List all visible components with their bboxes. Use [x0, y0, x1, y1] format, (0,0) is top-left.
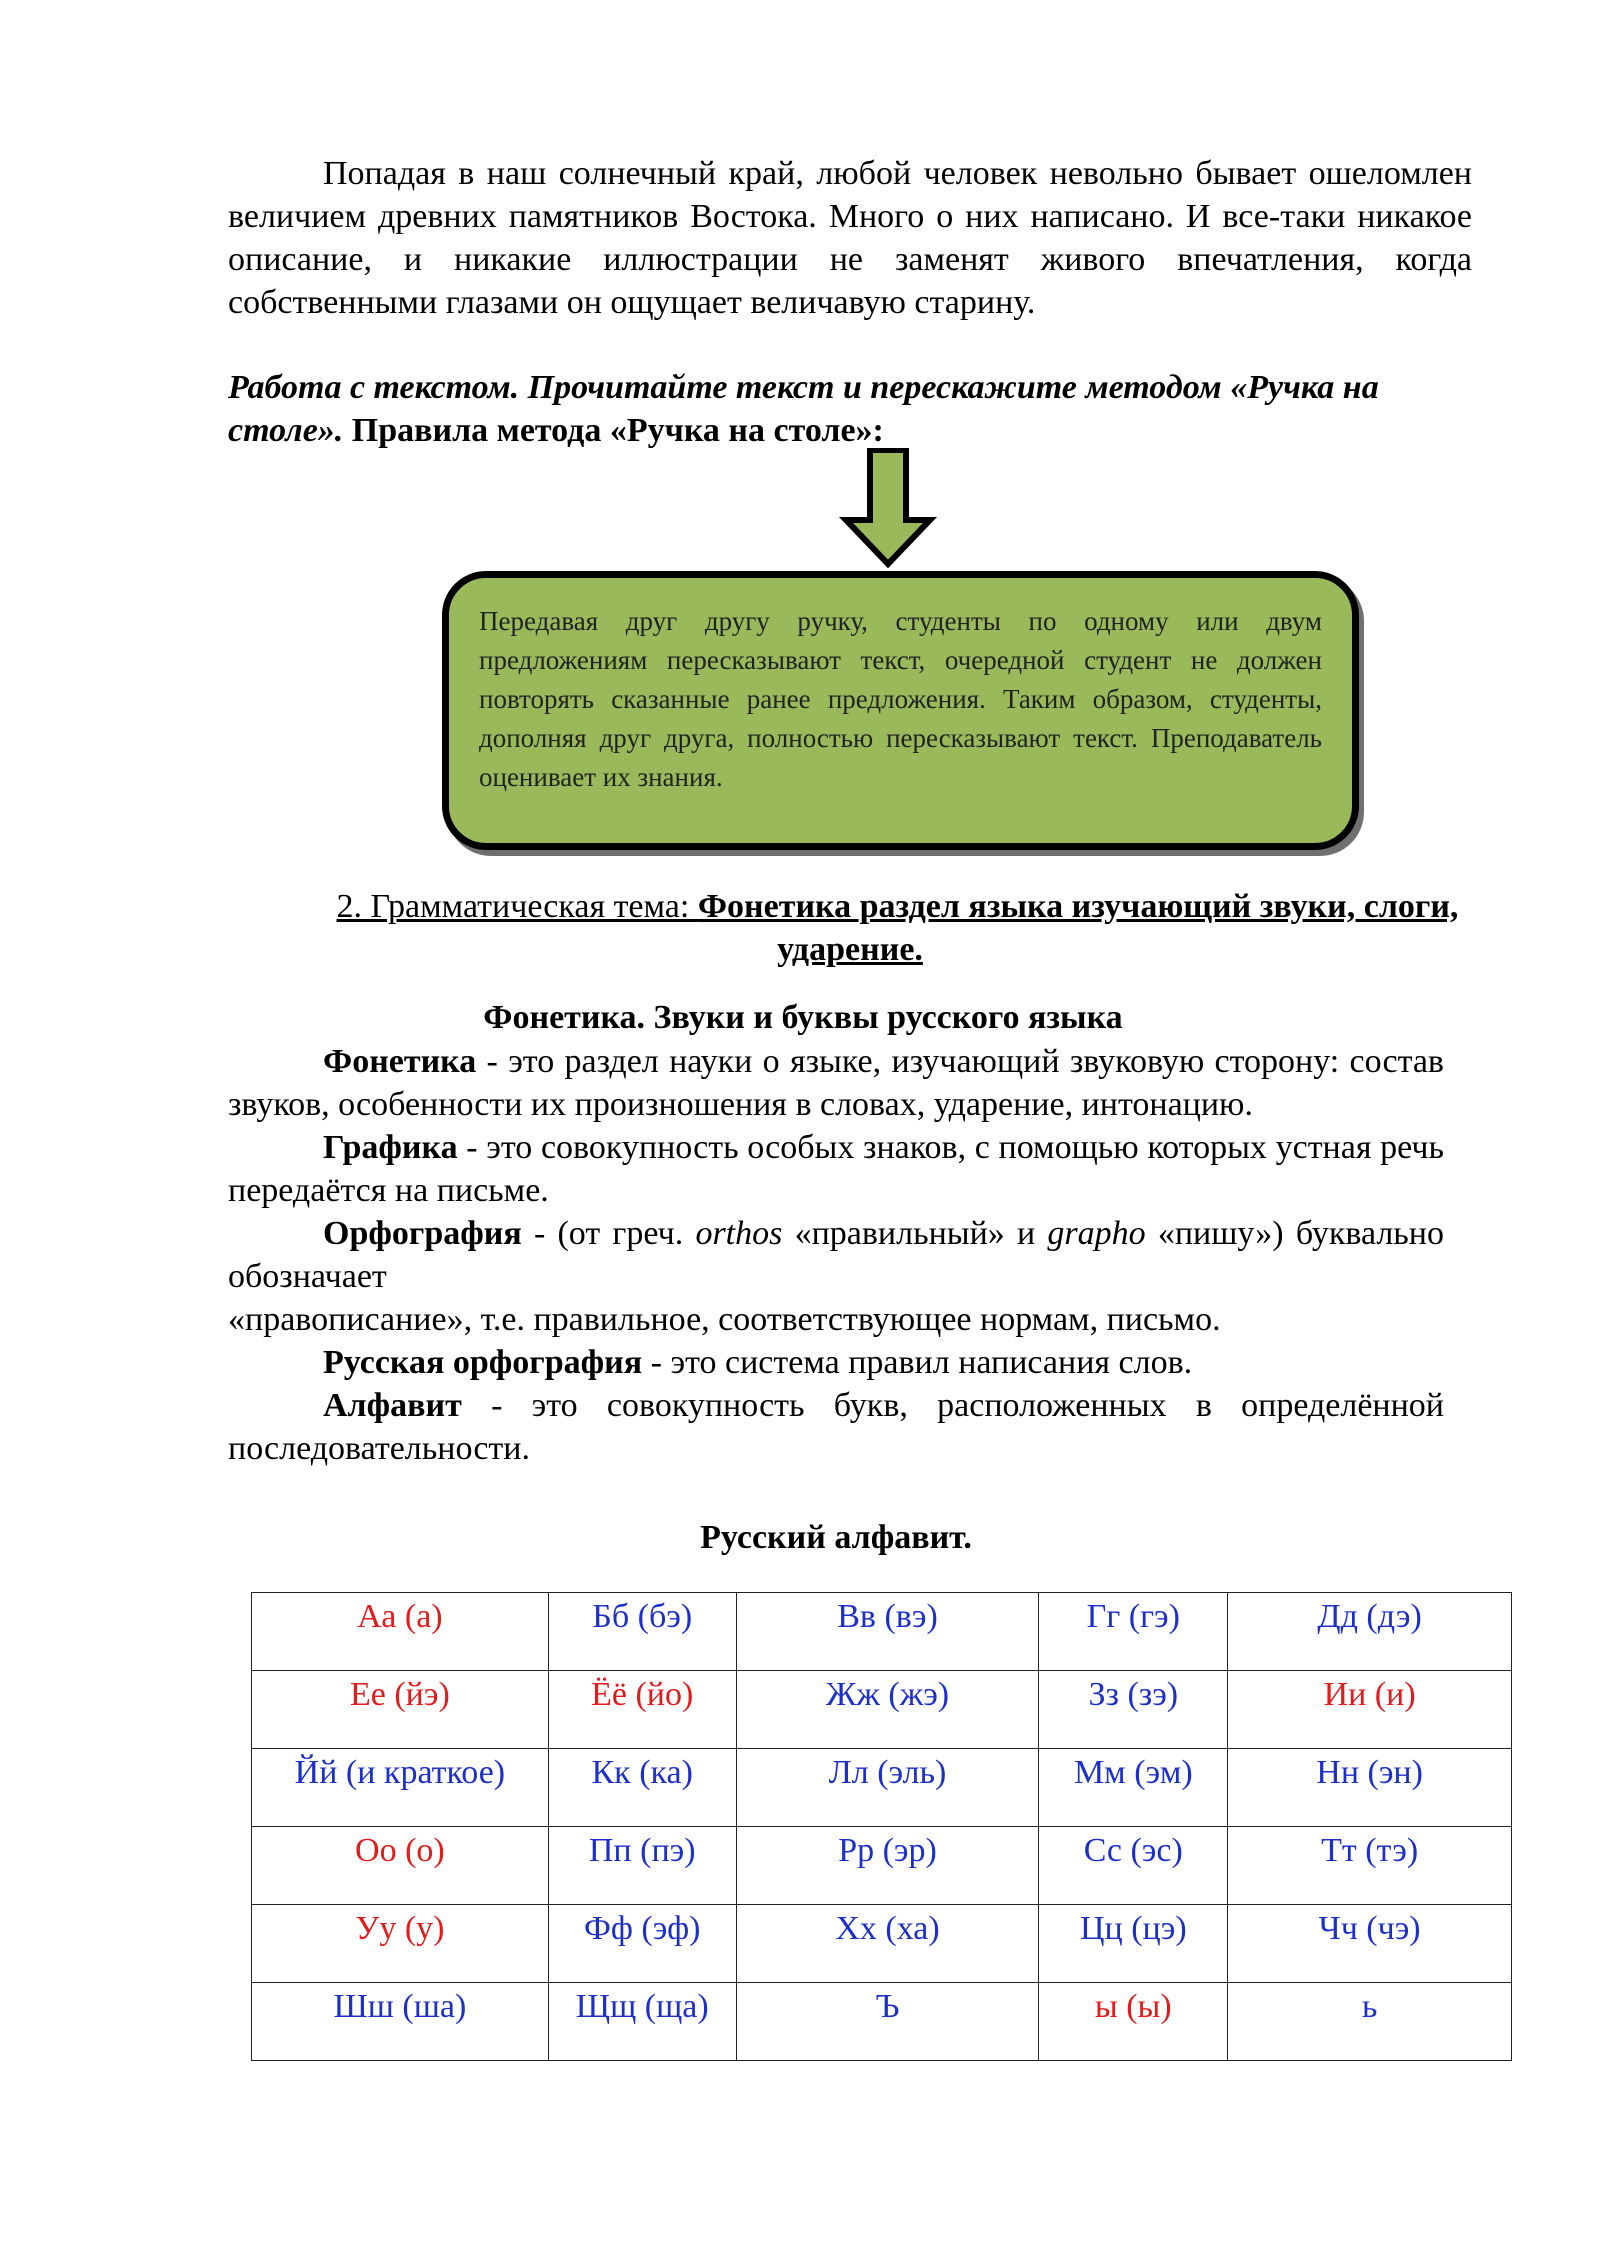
text-russian-orthography: - это система правил написания слов.	[642, 1344, 1193, 1381]
table-row	[252, 1905, 1512, 1983]
term-alphabet: Алфавит	[323, 1387, 462, 1424]
table-cell: Бб (бэ)	[548, 1593, 736, 1671]
definition-russian-orthography	[228, 1341, 1444, 1384]
table-cell: Мм (эм)	[1039, 1749, 1228, 1827]
table-cell: Оо (о)	[252, 1827, 549, 1905]
table-cell: Фф (эф)	[548, 1905, 736, 1983]
phonetics-title: Фонетика. Звуки и буквы русского языка	[483, 999, 1123, 1036]
table-cell: Гг (гэ)	[1039, 1593, 1228, 1671]
alphabet-title: Русский алфавит.	[700, 1519, 972, 1556]
grammar-topic-title: Фонетика раздел языка изучающий звуки, слоги, ударение.	[697, 888, 1459, 968]
text-orthography-2: «правильный» и	[782, 1215, 1048, 1252]
table-cell: Щщ (ща)	[548, 1983, 736, 2061]
grammar-topic	[228, 885, 1472, 971]
table-row	[252, 1671, 1512, 1749]
table-cell: Цц (цэ)	[1039, 1905, 1228, 1983]
text-phonetics: - это раздел науки о языке, изучающий звуковую сторону: состав звуков, особенности их произношения в словах, ударение, интонацию.	[228, 1043, 1444, 1123]
table-cell: Кк (ка)	[548, 1749, 736, 1827]
table-cell: Ёё (йо)	[548, 1671, 736, 1749]
table-cell: Шш (ша)	[252, 1983, 549, 2061]
definition-phonetics	[228, 1040, 1444, 1126]
table-cell: Хх (ха)	[736, 1905, 1039, 1983]
text-alphabet: - это совокупность букв, расположенных в определённой последовательности.	[228, 1387, 1444, 1467]
table-cell: Зз (зэ)	[1039, 1671, 1228, 1749]
table-cell: Пп (пэ)	[548, 1827, 736, 1905]
table-cell: ь	[1228, 1983, 1512, 2061]
table-cell: ы (ы)	[1039, 1983, 1228, 2061]
down-arrow-icon	[838, 448, 938, 568]
table-cell: Аа (а)	[252, 1593, 549, 1671]
table-cell: Нн (эн)	[1228, 1749, 1512, 1827]
definition-orthography	[228, 1212, 1444, 1298]
term-graphics: Графика	[323, 1129, 458, 1166]
task-bold: Правила метода «Ручка на столе»:	[343, 412, 884, 449]
grammar-prefix: 2. Грамматическая тема:	[336, 888, 698, 925]
table-cell: Вв (вэ)	[736, 1593, 1039, 1671]
table-cell: Жж (жэ)	[736, 1671, 1039, 1749]
text-orthography-1: - (от греч.	[521, 1215, 696, 1252]
table-cell: Чч (чэ)	[1228, 1905, 1512, 1983]
task-instruction	[228, 366, 1472, 452]
term-phonetics: Фонетика	[323, 1043, 477, 1080]
table-cell: Тт (тэ)	[1228, 1827, 1512, 1905]
word-orthos: orthos	[695, 1215, 783, 1252]
intro-paragraph: Попадая в наш солнечный край, любой человек невольно бывает ошеломлен величием древних памятников Востока. Много о них написано. И все-таки никакое описание, и никакие иллюстрации не заменят живого впечатления, когда собственными глазами он ощущает величавую старину.	[228, 155, 1472, 321]
definition-graphics	[228, 1126, 1444, 1212]
text-orthography-3: «пишу») буквально обозначает	[228, 1215, 1444, 1295]
method-note-box	[442, 571, 1359, 850]
table-cell: Дд (дэ)	[1228, 1593, 1512, 1671]
definitions-section	[228, 1040, 1444, 1470]
table-row	[252, 1827, 1512, 1905]
word-grapho: grapho	[1047, 1215, 1146, 1252]
table-cell: Рр (эр)	[736, 1827, 1039, 1905]
table-row	[252, 1593, 1512, 1671]
table-cell: Уу (у)	[252, 1905, 549, 1983]
term-orthography: Орфография	[323, 1215, 522, 1252]
alphabet-table	[251, 1592, 1512, 2061]
definition-orthography-cont: «правописание», т.е. правильное, соответствующее нормам, письмо.	[228, 1301, 1221, 1338]
table-cell: Лл (эль)	[736, 1749, 1039, 1827]
table-row	[252, 1749, 1512, 1827]
table-cell: Ии (и)	[1228, 1671, 1512, 1749]
table-cell: Ъ	[736, 1983, 1039, 2061]
table-row	[252, 1983, 1512, 2061]
method-note-text: Передавая друг другу ручку, студенты по одному или двум предложениям пересказывают текст, очередной студент не должен повторять сказанные ранее предложения. Таким образом, студенты, дополняя друг друга, полностью пересказывают текст. Преподаватель оценивает их знания.	[479, 606, 1322, 792]
task-italic: Работа с текстом. Прочитайте текст и перескажите методом «Ручка на столе».	[228, 369, 1379, 449]
term-russian-orthography: Русская орфография	[323, 1344, 643, 1381]
definition-alphabet	[228, 1384, 1444, 1470]
table-cell: Йй (и краткое)	[252, 1749, 549, 1827]
text-graphics: - это совокупность особых знаков, с помощью которых устная речь передаётся на письме.	[228, 1129, 1444, 1209]
table-cell: Сс (эс)	[1039, 1827, 1228, 1905]
table-cell: Ее (йэ)	[252, 1671, 549, 1749]
